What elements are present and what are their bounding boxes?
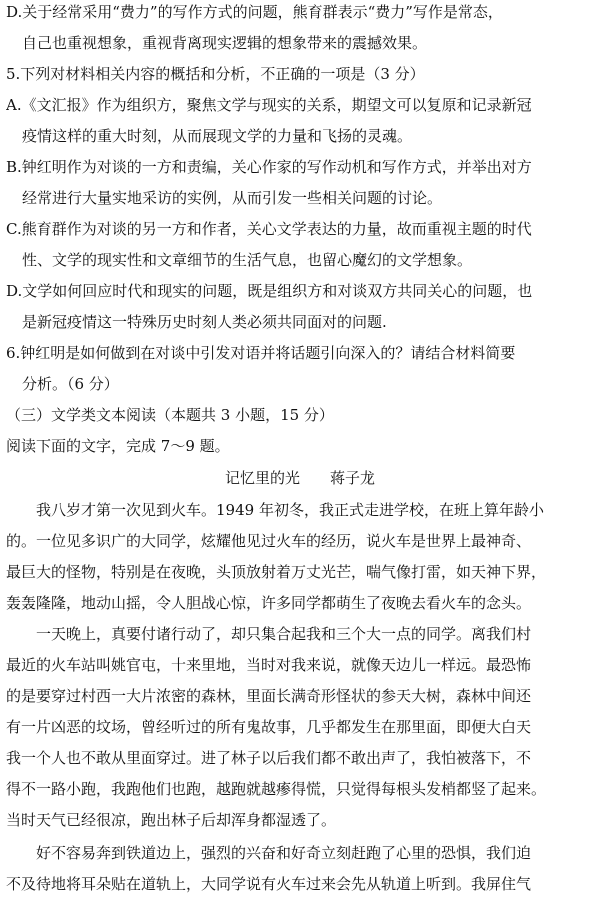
option-b: B.钟红明作为对谈的一方和责编，关心作家的写作动机和写作方式，并举出对方	[6, 158, 532, 176]
option-b-cont: 经常进行大量实地采访的实例，从而引发一些相关问题的讨论。	[22, 189, 443, 207]
section-title: （三）文学类文本阅读（本题共 3 小题，15 分）	[6, 406, 334, 424]
question-5-stem: 5.下列对材料相关内容的概括和分析，不正确的一项是（3 分）	[6, 65, 425, 83]
paragraph-line: 当时天气已经很凉，跑出林子后却浑身都湿透了。	[6, 811, 337, 829]
question-6-cont: 分析。（6 分）	[22, 375, 119, 393]
paragraph-line: 最巨大的怪物，特别是在夜晚，头顶放射着万丈光芒，喘气像打雷，如天神下界，	[6, 563, 547, 581]
option-c: C.熊育群作为对谈的另一方和作者，关心文学表达的力量，故而重视主题的时代	[6, 220, 532, 238]
paragraph-line: 的是要穿过村西一大片浓密的森林，里面长满奇形怪状的参天大树，森林中间还	[6, 687, 532, 705]
paragraph-line: 一天晚上，真要付诸行动了，却只集合起我和三个大一点的同学。离我们村	[36, 625, 532, 643]
paragraph-line: 最近的火车站叫姚官屯，十来里地，当时对我来说，就像天边儿一样远。最恐怖	[6, 656, 532, 674]
paragraph-line: 轰轰隆隆，地动山摇，令人胆战心惊，许多同学都萌生了夜晚去看火车的念头。	[6, 594, 532, 612]
text-line: D.关于经常采用“费力”的写作方式的问题，熊育群表示“费力”写作是常态，	[6, 3, 503, 21]
paragraph-line: 得不一路小跑，我跑他们也跑，越跑就越瘆得慌，只觉得每根头发梢都竖了起来。	[6, 780, 547, 798]
option-c-cont: 性、文学的现实性和文章细节的生活气息，也留心魔幻的文学想象。	[22, 251, 473, 269]
paragraph-line: 有一片凶恶的坟场，曾经听过的所有鬼故事，几乎都发生在那里面，即便大白天	[6, 718, 532, 736]
article-title: 记忆里的光 蒋子龙	[224, 469, 375, 487]
paragraph-line: 好不容易奔到铁道边上，强烈的兴奋和好奇立刻赶跑了心里的恐惧，我们迫	[36, 844, 532, 862]
option-a-cont: 疫情这样的重大时刻，从而展现文学的力量和飞扬的灵魂。	[22, 127, 413, 145]
option-a: A.《文汇报》作为组织方，聚焦文学与现实的关系，期望文可以复原和记录新冠	[6, 96, 532, 114]
text-line: 自己也重视想象，重视背离现实逻辑的想象带来的震撼效果。	[22, 34, 428, 52]
paragraph-line: 不及待地将耳朵贴在道轨上，大同学说有火车过来会先从轨道上听到。我屏住气	[6, 875, 532, 893]
paragraph-line: 的。一位见多识广的大同学，炫耀他见过火车的经历，说火车是世界上最神奇、	[6, 532, 532, 550]
paragraph-line: 我八岁才第一次见到火车。1949 年初冬，我正式走进学校，在班上算年龄小	[36, 501, 544, 519]
paragraph-line: 我一个人也不敢从里面穿过。进了林子以后我们都不敢出声了，我怕被落下，不	[6, 749, 532, 767]
option-d-cont: 是新冠疫情这一特殊历史时刻人类必须共同面对的问题.	[22, 313, 387, 331]
question-6-stem: 6.钟红明是如何做到在对谈中引发对语并将话题引向深入的？请结合材料简要	[6, 344, 516, 362]
section-instruction: 阅读下面的文字，完成 7～9 题。	[6, 437, 230, 455]
option-d: D.文学如何回应时代和现实的问题，既是组织方和对谈双方共同关心的问题，也	[6, 282, 533, 300]
